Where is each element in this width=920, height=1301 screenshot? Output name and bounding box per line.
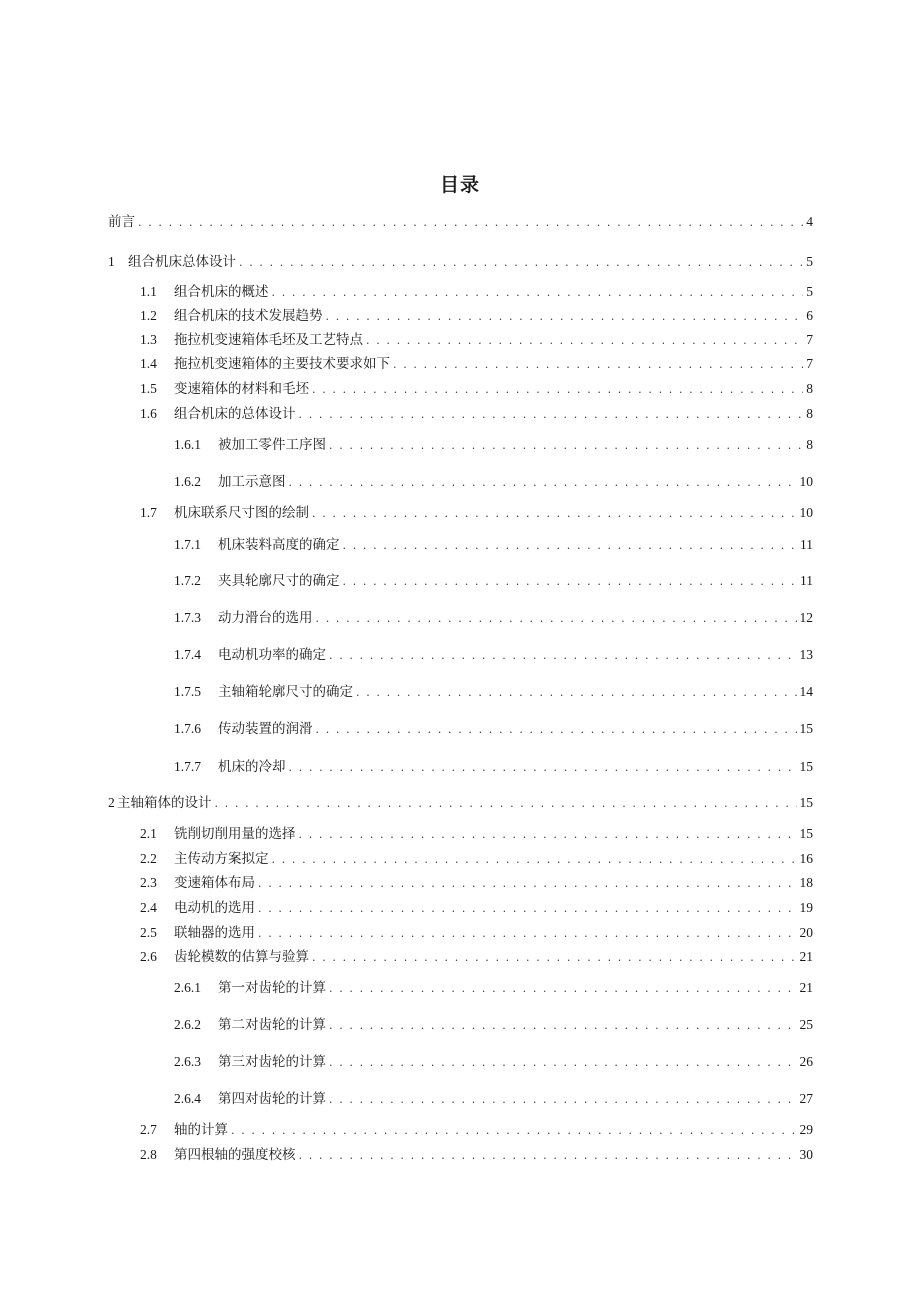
toc-entry-title: 第四根轴的强度校核 — [174, 1147, 296, 1163]
toc-entry[interactable] — [140, 306, 813, 326]
dot-leader — [272, 849, 797, 870]
toc-entry-page-number: 5 — [806, 284, 813, 299]
toc-entry-number: 2.8 — [140, 1147, 157, 1162]
toc-entry-title: 夹具轮廓尺寸的确定 — [218, 573, 340, 589]
toc-entry-title: 拖拉机变速箱体毛坯及工艺特点 — [174, 332, 363, 348]
toc-entry[interactable] — [140, 330, 813, 350]
toc-entry[interactable] — [140, 898, 813, 918]
toc-entry-title: 主轴箱体的设计 — [117, 795, 212, 811]
toc-entry-page-number: 6 — [806, 308, 813, 323]
toc-entry-number: 2.1 — [140, 826, 157, 841]
toc-entry[interactable] — [174, 1052, 813, 1072]
toc-entry-page-number: 21 — [799, 949, 813, 964]
toc-entry-page-number: 27 — [799, 1091, 813, 1106]
toc-entry-page-number: 20 — [799, 925, 813, 940]
toc-entry-number: 2.7 — [140, 1122, 157, 1137]
toc-entry-title: 主轴箱轮廓尺寸的确定 — [218, 684, 353, 700]
toc-entry[interactable] — [140, 923, 813, 943]
toc-entry[interactable] — [140, 824, 813, 844]
dot-leader — [289, 757, 797, 778]
toc-entry[interactable] — [140, 503, 813, 523]
toc-entry-page-number: 30 — [799, 1147, 813, 1162]
dot-leader — [329, 978, 797, 999]
toc-entry-number: 1.6.2 — [174, 474, 201, 489]
toc-entry-number: 1.5 — [140, 381, 157, 396]
toc-entry-number: 1.7.1 — [174, 537, 201, 552]
toc-entry-title: 主传动方案拟定 — [174, 851, 269, 867]
toc-entry-page-number: 10 — [799, 505, 813, 520]
toc-entry-title: 前言 — [108, 214, 135, 230]
toc-entry-number: 2.6.3 — [174, 1054, 201, 1069]
toc-entry-number: 1.4 — [140, 356, 157, 371]
toc-entry-title: 变速箱体布局 — [174, 875, 255, 891]
toc-entry-title: 第二对齿轮的计算 — [218, 1017, 326, 1033]
toc-entry-title: 组合机床的技术发展趋势 — [174, 308, 323, 324]
toc-entry[interactable] — [140, 404, 813, 424]
toc-entry-page-number: 8 — [806, 406, 813, 421]
toc-entry-title: 组合机床的总体设计 — [174, 406, 296, 422]
toc-entry-page-number: 15 — [799, 759, 813, 774]
toc-entry[interactable] — [174, 645, 813, 665]
dot-leader — [299, 824, 797, 845]
toc-entry-title: 动力滑台的选用 — [218, 610, 313, 626]
dot-leader — [343, 571, 798, 592]
toc-entry-number: 1.2 — [140, 308, 157, 323]
toc-entry-page-number: 26 — [799, 1054, 813, 1069]
toc-entry-number: 1 — [108, 254, 115, 269]
dot-leader — [312, 379, 803, 400]
toc-entry[interactable] — [174, 472, 813, 492]
dot-leader — [316, 719, 797, 740]
toc-entry-title: 铣削切削用量的选择 — [174, 826, 296, 842]
toc-entry[interactable] — [174, 1089, 813, 1109]
toc-entry-number: 1.7.4 — [174, 647, 201, 662]
toc-entry-page-number: 18 — [799, 875, 813, 890]
toc-entry[interactable] — [174, 1015, 813, 1035]
toc-entry-number: 2.6.4 — [174, 1091, 201, 1106]
toc-entry-number: 1.1 — [140, 284, 157, 299]
toc-entry-title: 拖拉机变速箱体的主要技术要求如下 — [174, 356, 390, 372]
toc-entry-number: 2.2 — [140, 851, 157, 866]
toc-entry-title: 机床联系尺寸图的绘制 — [174, 505, 309, 521]
dot-leader — [299, 1145, 797, 1166]
toc-entry-page-number: 4 — [806, 214, 813, 229]
dot-leader — [329, 1015, 797, 1036]
toc-entry-title: 变速箱体的材料和毛坯 — [174, 381, 309, 397]
toc-entry-title: 机床装料高度的确定 — [218, 537, 340, 553]
toc-entry-title: 传动装置的润滑 — [218, 721, 313, 737]
toc-entry[interactable] — [174, 435, 813, 455]
toc-entry[interactable] — [174, 571, 813, 591]
toc-entry-number: 2 — [108, 795, 115, 810]
toc-entry-title: 被加工零件工序图 — [218, 437, 326, 453]
toc-entry[interactable] — [140, 947, 813, 967]
toc-entry-page-number: 13 — [799, 647, 813, 662]
toc-entry-title: 齿轮模数的估算与验算 — [174, 949, 309, 965]
toc-entry-page-number: 29 — [799, 1122, 813, 1137]
dot-leader — [329, 645, 797, 666]
toc-entry[interactable] — [108, 252, 813, 272]
toc-entry-number: 1.7.3 — [174, 610, 201, 625]
toc-entry-number: 1.6.1 — [174, 437, 201, 452]
toc-entry[interactable] — [174, 608, 813, 628]
toc-entry[interactable] — [174, 535, 813, 555]
dot-leader — [258, 873, 797, 894]
toc-entry[interactable] — [140, 354, 813, 374]
dot-leader — [312, 947, 797, 968]
toc-entry-number: 2.6.2 — [174, 1017, 201, 1032]
toc-entry-number: 1.7.5 — [174, 684, 201, 699]
toc-entry-number: 1.3 — [140, 332, 157, 347]
toc-entry[interactable] — [140, 849, 813, 869]
toc-entry-page-number: 8 — [806, 381, 813, 396]
toc-entry-title: 电动机功率的确定 — [218, 647, 326, 663]
toc-entry-page-number: 10 — [799, 474, 813, 489]
toc-entry-title: 机床的冷却 — [218, 759, 286, 775]
toc-entry-number: 2.3 — [140, 875, 157, 890]
dot-leader — [356, 682, 797, 703]
dot-leader — [329, 1052, 797, 1073]
dot-leader — [138, 212, 803, 233]
dot-leader — [329, 1089, 797, 1110]
toc-entry[interactable] — [140, 1145, 813, 1165]
toc-entry-number: 1.6 — [140, 406, 157, 421]
toc-entry-number: 2.6 — [140, 949, 157, 964]
toc-entry[interactable] — [140, 379, 813, 399]
dot-leader — [289, 472, 797, 493]
dot-leader — [316, 608, 797, 629]
toc-entry[interactable] — [140, 1120, 813, 1140]
toc-entry-page-number: 11 — [800, 537, 813, 552]
dot-leader — [343, 535, 798, 556]
toc-entry-page-number: 7 — [806, 356, 813, 371]
toc-entry-title: 加工示意图 — [218, 474, 286, 490]
toc-entry-title: 组合机床总体设计 — [128, 254, 236, 270]
dot-leader — [239, 252, 803, 273]
toc-entry-number: 1.7.6 — [174, 721, 201, 736]
toc-entry[interactable] — [174, 719, 813, 739]
toc-entry-number: 1.7.7 — [174, 759, 201, 774]
dot-leader — [393, 354, 803, 375]
toc-entry-title: 电动机的选用 — [174, 900, 255, 916]
dot-leader — [258, 923, 797, 944]
toc-entry-title: 轴的计算 — [174, 1122, 228, 1138]
toc-entry-number: 1.7 — [140, 505, 157, 520]
dot-leader — [272, 282, 804, 303]
toc-entry[interactable] — [174, 682, 813, 702]
toc-entry-page-number: 16 — [799, 851, 813, 866]
toc-entry-title: 联轴器的选用 — [174, 925, 255, 941]
toc-entry-title: 第三对齿轮的计算 — [218, 1054, 326, 1070]
toc-entry-page-number: 11 — [800, 573, 813, 588]
toc-entry-title: 第一对齿轮的计算 — [218, 980, 326, 996]
dot-leader — [258, 898, 797, 919]
toc-entry-page-number: 15 — [799, 826, 813, 841]
toc-entry-title: 组合机床的概述 — [174, 284, 269, 300]
toc-entry-page-number: 5 — [806, 254, 813, 269]
toc-entry-page-number: 19 — [799, 900, 813, 915]
toc-entry-page-number: 8 — [806, 437, 813, 452]
toc-entry[interactable] — [174, 978, 813, 998]
toc-entry-page-number: 15 — [799, 721, 813, 736]
dot-leader — [215, 793, 797, 814]
toc-entry-page-number: 15 — [799, 795, 813, 810]
toc-entry-number: 2.4 — [140, 900, 157, 915]
toc-entry-number: 2.6.1 — [174, 980, 201, 995]
toc-entry[interactable] — [174, 757, 813, 777]
page-title: 目录 — [439, 174, 480, 196]
toc-entry[interactable] — [108, 212, 813, 232]
toc-entry-number: 2.5 — [140, 925, 157, 940]
toc-entry-page-number: 25 — [799, 1017, 813, 1032]
dot-leader — [326, 306, 804, 327]
toc-entry-title: 第四对齿轮的计算 — [218, 1091, 326, 1107]
toc-entry[interactable] — [140, 873, 813, 893]
dot-leader — [329, 435, 803, 456]
dot-leader — [299, 404, 804, 425]
dot-leader — [312, 503, 797, 524]
toc-entry[interactable] — [140, 282, 813, 302]
toc-entry[interactable] — [108, 793, 813, 813]
toc-entry-page-number: 7 — [806, 332, 813, 347]
toc-entry-number: 1.7.2 — [174, 573, 201, 588]
toc-entry-page-number: 21 — [799, 980, 813, 995]
dot-leader — [231, 1120, 797, 1141]
toc-entry-page-number: 14 — [799, 684, 813, 699]
dot-leader — [366, 330, 803, 351]
toc-entry-page-number: 12 — [799, 610, 813, 625]
